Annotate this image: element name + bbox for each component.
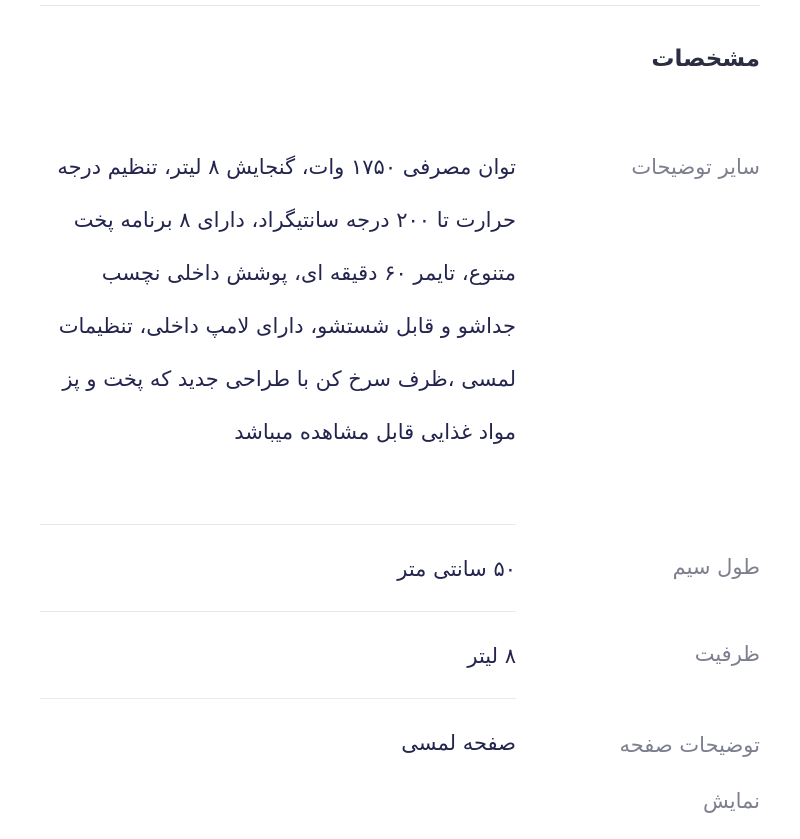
spec-row-display-description: [40, 699, 760, 839]
spec-label: طول سیم: [672, 555, 760, 579]
spec-label: ظرفیت: [694, 642, 760, 666]
spec-value: صفحه لمسی: [401, 731, 516, 755]
spec-label: توضیحات صفحه نمایش: [619, 733, 760, 813]
spec-label: سایر توضیحات: [631, 155, 760, 179]
spec-row-cable-length: [40, 525, 760, 612]
top-divider: [40, 5, 760, 6]
spec-row-other-description: [40, 135, 760, 525]
spec-row-capacity: [40, 612, 760, 699]
spec-value: ۵۰ سانتی متر: [397, 557, 516, 581]
spec-value: توان مصرفی ۱۷۵۰ وات، گنجایش ۸ لیتر، تنظیم درجه حرارت تا ۲۰۰ درجه سانتیگراد، دارای ۸ برنامه پخت متنوع، تایمر ۶۰ دقیقه ای، پوشش داخلی نچسب جداشو و قابل شستشو، دارای لامپ داخلی، تنظیمات لمسی ،ظرف سرخ کن با طراحی جدید که پخت و پز مواد غذایی قابل مشاهده میباشد: [57, 155, 516, 444]
section-title: مشخصات: [651, 46, 760, 72]
specs-list: [40, 135, 760, 839]
spec-value: ۸ لیتر: [467, 644, 516, 668]
